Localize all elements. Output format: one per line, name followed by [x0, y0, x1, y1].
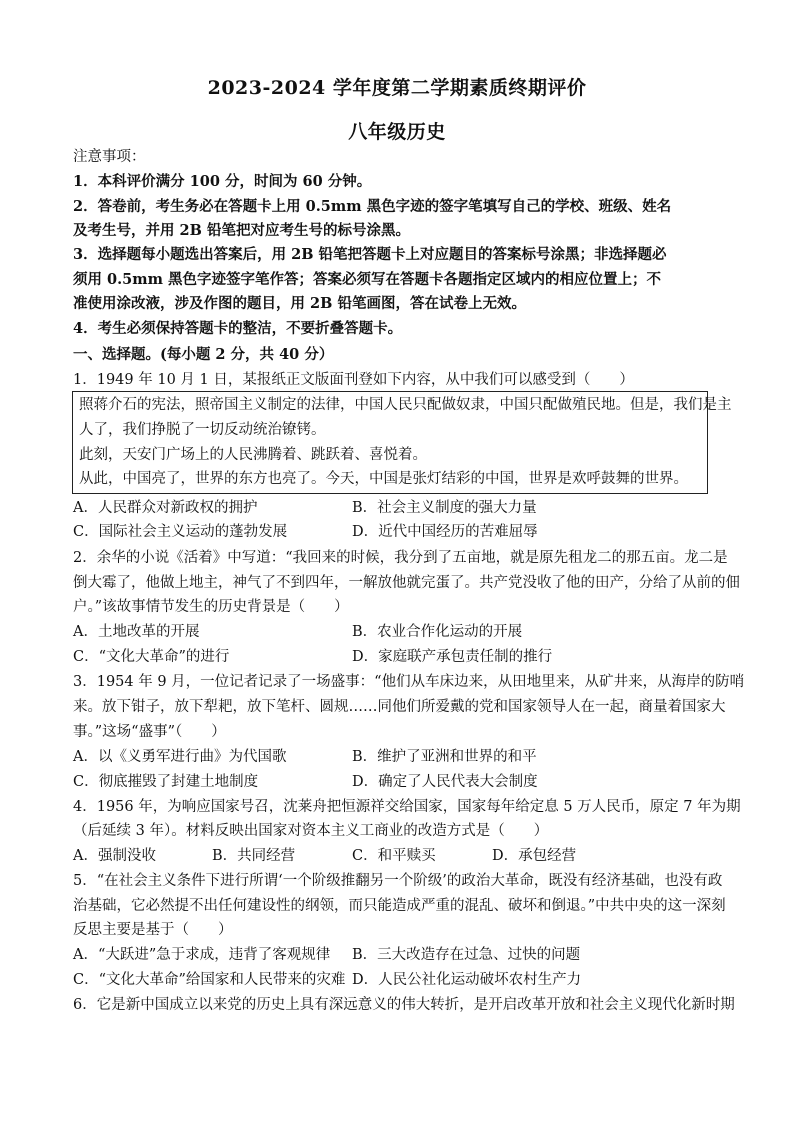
material-line: 人了，我们挣脱了一切反动统治镣铐。 — [79, 422, 326, 438]
notice-line: 4．考生必须保持答题卡的整洁，不要折叠答题卡。 — [73, 320, 403, 337]
question-stem: 治基础，它必然提不出任何建设性的纲领，而只能造成严重的混乱、破坏和倒退。”中共中央的这一深刻 — [73, 898, 726, 914]
question-stem: 6．它是新中国成立以来党的历史上具有深远意义的伟大转折，是开启改革开放和社会主义现代化新时期 — [73, 997, 735, 1013]
option-c: C．“文化大革命”的进行 — [73, 649, 230, 665]
option-c: C．和平赎买 — [352, 848, 436, 864]
notice-line: 2．答卷前，考生务必在答题卡上用 0.5mm 黑色字迹的签字笔填写自己的学校、班级、姓名 — [73, 198, 672, 215]
section-heading: 一、选择题。(每小题 2 分，共 40 分） — [73, 346, 334, 363]
option-c: C．“文化大革命”给国家和人民带来的灾难 — [73, 972, 346, 988]
option-b: B．农业合作化运动的开展 — [352, 624, 523, 640]
notice-heading: 注意事项： — [73, 149, 146, 165]
question-stem: 反思主要是基于（ ） — [73, 922, 233, 938]
option-a: A．人民群众对新政权的拥护 — [73, 500, 258, 516]
option-d: D．确定了人民代表大会制度 — [352, 774, 538, 790]
option-c: C．国际社会主义运动的蓬勃发展 — [73, 524, 288, 540]
notice-line: 3．选择题每小题选出答案后，用 2B 铅笔把答题卡上对应题目的答案标号涂黑；非选择题必 — [73, 246, 667, 263]
question-stem: 5．“在社会主义条件下进行所谓‘一个阶级推翻另一个阶级’的政治大革命，既没有经济基础，也没有政 — [73, 873, 723, 889]
option-a: A．强制没收 — [73, 848, 156, 864]
option-a: A．土地改革的开展 — [73, 624, 200, 640]
option-d: D．承包经营 — [492, 848, 577, 864]
option-b: B．三大改造存在过急、过快的问题 — [352, 947, 581, 963]
option-b: B．社会主义制度的强大力量 — [352, 500, 537, 516]
exam-subtitle: 八年级历史 — [348, 121, 446, 143]
notice-line: 及考生号，并用 2B 铅笔把对应考生号的标号涂黑。 — [73, 222, 410, 239]
question-stem: 1．1949 年 10 月 1 日，某报纸正文版面刊登如下内容，从中我们可以感受到（ ） — [73, 372, 634, 388]
source-material-box — [72, 391, 732, 494]
exam-title: 2023-2024 学年度第二学期素质终期评价 — [207, 77, 587, 99]
option-a: A．“大跃进”急于求成，违背了客观规律 — [73, 947, 331, 963]
question-stem: 2．余华的小说《活着》中写道：“我回来的时候，我分到了五亩地，就是原先租龙二的那五亩。龙二是 — [73, 550, 728, 566]
question-stem: 3．1954 年 9 月，一位记者记录了一场盛事：“他们从车床边来，从田地里来，从矿井来，从海岸的防哨 — [73, 674, 745, 690]
notice-line: 须用 0.5mm 黑色字迹签字笔作答；答案必须写在答题卡各题指定区域内的相应位置上；不 — [73, 271, 662, 288]
option-a: A．以《义勇军进行曲》为代国歌 — [73, 749, 287, 765]
material-line: 照蒋介石的宪法，照帝国主义制定的法律，中国人民只配做奴隶，中国只配做殖民地。但是，我们是主 — [79, 397, 732, 413]
material-line: 从此，中国亮了，世界的东方也亮了。今天，中国是张灯结彩的中国，世界是欢呼鼓舞的世界。 — [79, 471, 688, 487]
question-stem: 户。”该故事情节发生的历史背景是（ ） — [73, 599, 349, 615]
option-c: C．彻底摧毁了封建土地制度 — [73, 774, 259, 790]
question-stem: 来。放下钳子，放下犁耙，放下笔杆、圆规……同他们所爱戴的党和国家领导人在一起，商量着国家大 — [73, 699, 726, 715]
question-stem: （后延续 3 年）。材料反映出国家对资本主义工商业的改造方式是（ ） — [73, 823, 549, 839]
option-d: D．近代中国经历的苦难屈辱 — [352, 524, 538, 540]
notice-line: 准使用涂改液，涉及作图的题目，用 2B 铅笔画图，答在试卷上无效。 — [73, 295, 526, 312]
question-stem: 4．1956 年，为响应国家号召，沈莱舟把恒源祥交给国家，国家每年给定息 5 万人民币，原定 7 年为期 — [73, 799, 741, 815]
question-stem: 事。”这场“盛事”（ ） — [73, 724, 226, 740]
option-b: B．共同经营 — [212, 848, 296, 864]
option-d: D．家庭联产承包责任制的推行 — [352, 649, 553, 665]
material-line: 此刻，天安门广场上的人民沸腾着、跳跃着、喜悦着。 — [79, 447, 427, 463]
question-stem: 倒大霉了，他做上地主，神气了不到四年，一解放他就完蛋了。共产党没收了他的田产，分给了从前的佃 — [73, 575, 740, 591]
notice-line: 1．本科评价满分 100 分，时间为 60 分钟。 — [73, 173, 372, 190]
option-b: B．维护了亚洲和世界的和平 — [352, 749, 537, 765]
option-d: D．人民公社化运动破坏农村生产力 — [352, 972, 582, 988]
